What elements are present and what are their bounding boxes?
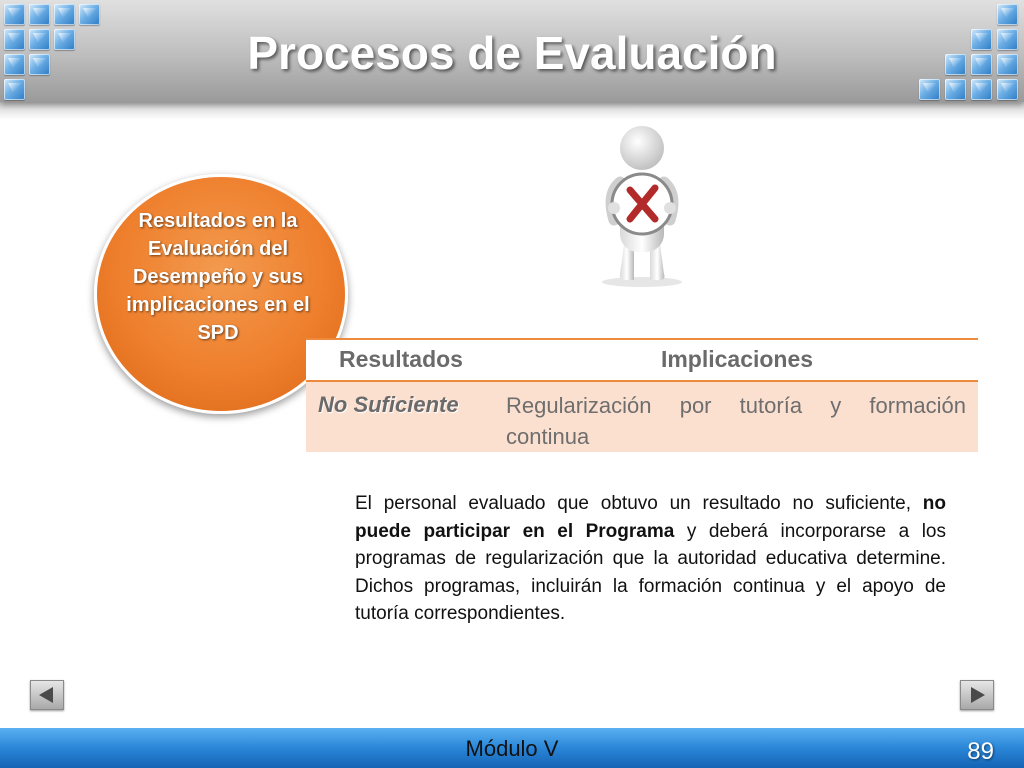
description-paragraph — [355, 490, 946, 628]
previous-slide-button[interactable] — [30, 680, 64, 710]
person-holding-x-sign-icon — [562, 124, 722, 289]
next-slide-button[interactable] — [960, 680, 994, 710]
implication-cell: Regularización por tutoría y formación continua — [506, 393, 966, 449]
table-row — [306, 382, 978, 452]
triangle-right-icon — [971, 687, 985, 703]
module-label: Módulo V — [465, 736, 559, 761]
column-header-results: Resultados — [339, 346, 463, 372]
slide-title: Procesos de Evaluación — [247, 27, 777, 79]
topic-circle-text: Resultados en la Evaluación del Desempeño y sus implicaciones en el SPD — [126, 210, 310, 344]
paragraph-bold-text: no puede participar en el Programa — [355, 493, 946, 542]
result-cell: No Suficiente — [318, 392, 459, 417]
paragraph-text-end: y deberá incorporarse a los programas de regularización que la autoridad educativa determine. Dichos programas, incluirán la formación continua y el apoyo de tutoría correspondientes. — [355, 520, 946, 624]
page-number: 89 — [967, 738, 994, 765]
results-table — [306, 338, 978, 452]
paragraph-text-start: El personal evaluado que obtuvo un resultado no suficiente, — [355, 493, 923, 514]
triangle-left-icon — [39, 687, 53, 703]
header-shadow — [0, 102, 1024, 120]
table-header — [306, 338, 978, 382]
column-header-implications: Implicaciones — [660, 346, 814, 372]
